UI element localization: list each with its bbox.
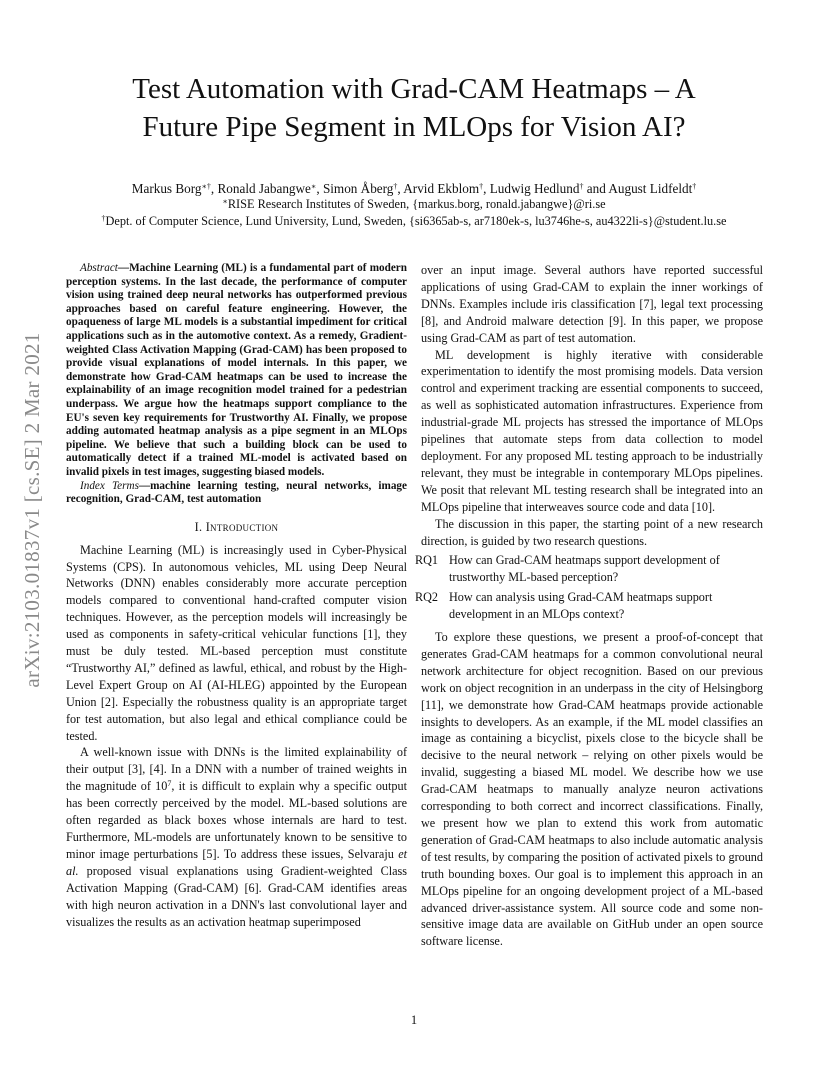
author: Ludwig Hedlund† and — [489, 181, 609, 196]
left-column — [66, 262, 407, 930]
abstract: Abstract—Machine Learning (ML) is a fundamental part of modern perception systems. In the last decade, the performance of computer vision using trained deep neural networks has outperformed previous approaches based on careful feature engineering. However, the opaqueness of large ML models is a substantial impediment for critical applications such as in the automotive context. As a remedy, Gradient-weighted Class Activation Mapping (Grad-CAM) has been proposed to provide visual explanations of model internals. In this paper, we demonstrate how Grad-CAM heatmaps can be used to increase the explainability of an image recognition model trained for a pedestrian underpass. We argue how the heatmaps support compliance to the EU's seven key requirements for Trustworthy AI. Finally, we propose adding automated heatmap analysis as a pipe segment in an MLOps pipeline. We believe that such a building block can be used to automatically detect if a trained ML-model is activated based on invalid pixels in test images, suggesting biased models. — [66, 262, 407, 478]
author: August Lidfeldt† — [608, 181, 697, 196]
author: Markus Borg∗†, — [131, 181, 218, 196]
author: Ronald Jabangwe∗, — [217, 181, 323, 196]
author: Simon Åberg†, — [322, 181, 404, 196]
affiliation-lund: †Dept. of Computer Science, Lund University, Lund, Sweden, {si6365ab-s, ar7180ek-s, lu3746he-s, au4322li-s}@student.lu.se — [101, 214, 727, 228]
intro-paragraph-3: over an input image. Several authors have reported successful applications of using Grad-CAM to explain the inner workings of DNNs. Examples include iris classification [7], legal text processing [8], and Android malware detection [9]. In this paper, we propose using Grad-CAM as part of test automation. — [421, 263, 763, 345]
intro-paragraph-6: To explore these questions, we present a proof-of-concept that generates Grad-CAM heatmaps for a common convolutional neural network architecture for object recognition. Based on our previous work on object recognition in an underpass in the city of Helsingborg [11], we demonstrate how Grad-CAM heatmaps provide actionable insights to developers. As an example, if the ML model classifies an image as containing a bicyclist, pixels close to the bicycle shall be decisive to the neural network – relying on other pixels would be invalid, suggesting a biased ML model. We describe how we use Grad-CAM heatmaps to manually analyze neuron activations corresponding to both correct and incorrect classifications. Finally, we present how we plan to extend this work from automatic generation of Grad-CAM heatmaps to also include automatic analysis of test results, by comparing the position of activated pixels to ground truth bounding boxes. Our goal is to implement this approach in an MLOps pipeline for an ongoing development project of a ML-based advanced driver-assistance system. All source code and some non-sensitive image data are available on GitHub under an open source software license. — [421, 630, 763, 949]
research-question-2: RQ2 How can analysis using Grad-CAM heatmaps support development in an MLOps context? — [415, 590, 713, 622]
intro-paragraph-1: Machine Learning (ML) is increasingly used in Cyber-Physical Systems (CPS). In autonomous vehicles, ML using Deep Neural Networks (DNN) enables considerably more accurate perception models compared to conventional hand-crafted computer vision techniques. However, as the perception models will increasingly be used as components in safety-critical vehicular functions [1], they must be duly tested. ML-based perception must constitute “Trustworthy AI,” defined as lawful, ethical, and robust by the High-Level Expert Group on AI (AI-HLEG) appointed by the European Union [2]. Especially the robustness quality is an appropriate target for test automation, but also legal and ethical compliance could be tested. — [66, 542, 407, 743]
title-line-1: Test Automation with Grad-CAM Heatmaps – A — [132, 73, 696, 105]
intro-paragraph-4: ML development is highly iterative with considerable experimentation to identify the most promising models. Data version control and experiment tracking are essential components to succeed, as well as sophisticated automation infrastructures. Experience from industrial-grade ML projects has stressed the importance of MLOps pipelines that automate steps from data collection to model deployment. For any proposed ML testing approach to be industrially relevant, they must be integrable in contemporary MLOps pipelines. We posit that relevant ML testing research shall be integrated into an MLOps pipeline that interweaves source code and data [10]. — [421, 347, 763, 514]
index-terms-label: Index Terms — [80, 479, 139, 492]
index-terms: Index Terms—machine learning testing, neural networks, image recognition, Grad-CAM, test automation — [66, 479, 407, 506]
right-column — [415, 262, 763, 950]
intro-paragraph-5: The discussion in this paper, the starting point of a new research direction, is guided by two research questions. — [421, 516, 763, 548]
abstract-label: Abstract — [80, 262, 118, 274]
section-heading-introduction: I. Introduction — [194, 519, 279, 534]
research-question-1: RQ1 How can Grad-CAM heatmaps support development of trustworthy ML-based perception? — [415, 553, 720, 585]
title-line-2: Future Pipe Segment in MLOps for Vision AI? — [142, 111, 686, 143]
author-list — [40, 180, 788, 197]
intro-paragraph-2: A well-known issue with DNNs is the limited explainability of their output [3], [4]. In a DNN with a number of trained weights in the magnitude of $10^7$, it is difficult to explain why a specific output has been correctly perceived by the model. ML-based solutions are often regarded as black boxes whose internals are hard to test. Furthermore, ML-models are unfortunately known to be sensitive to minor image perturbations [5]. To address these issues, Selvaraju et al. proposed visual explanations using Gradient-weighted Class Activation Mapping (Grad-CAM) [6]. Grad-CAM identifies areas with high neuron activation in a DNN's last convolutional layer and visualizes the results as an activation heatmap superimposed — [66, 745, 407, 929]
paper-title — [60, 70, 768, 146]
page-number: 1 — [410, 1013, 418, 1027]
author: Arvid Ekblom†, — [403, 181, 490, 196]
arxiv-identifier: arXiv:2103.01837v1 [cs.SE] 2 Mar 2021 — [20, 332, 44, 688]
affiliation-rise: ∗RISE Research Institutes of Sweden, {markus.borg, ronald.jabangwe}@ri.se — [222, 197, 606, 211]
